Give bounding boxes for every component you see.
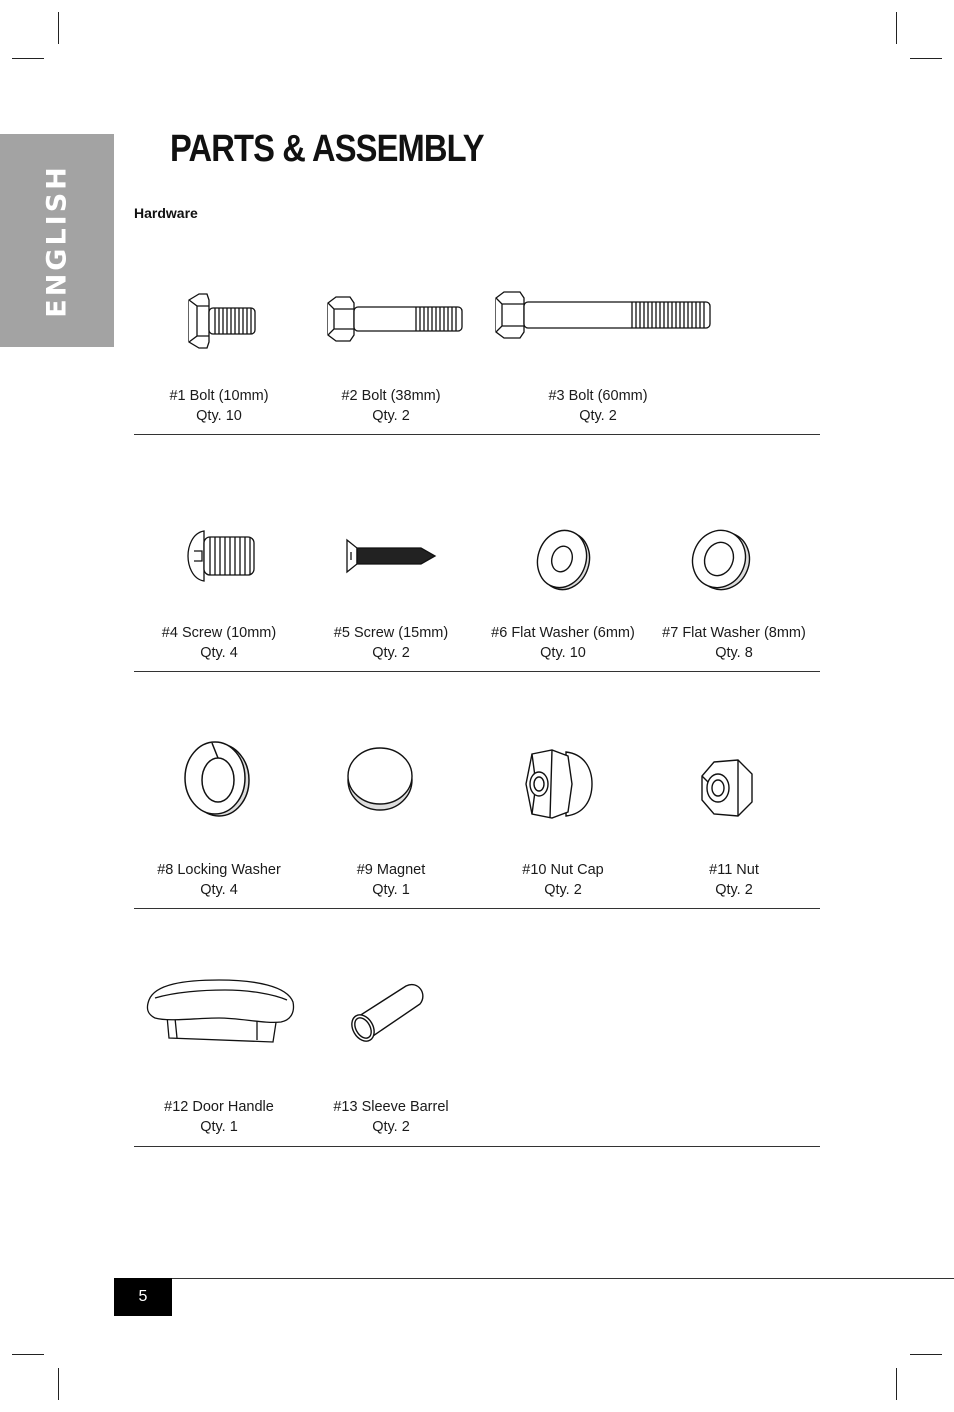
bolt-short-icon [185, 292, 260, 350]
part-name: #11 Nut [709, 862, 759, 878]
part-qty: Qty. 10 [196, 408, 242, 424]
door-handle-icon [145, 978, 295, 1046]
crop-mark [12, 1354, 44, 1355]
crop-mark [58, 12, 59, 44]
hex-nut-icon [698, 758, 756, 818]
part-qty: Qty. 2 [372, 408, 410, 424]
section-label: Hardware [134, 205, 198, 221]
bolt-medium-icon [324, 295, 466, 343]
part-qty: Qty. 2 [579, 408, 617, 424]
part-name: #3 Bolt (60mm) [548, 388, 648, 404]
crop-mark [910, 58, 942, 59]
crop-mark [896, 12, 897, 44]
crop-mark [896, 1368, 897, 1400]
part-qty: Qty. 2 [372, 645, 410, 661]
part-name: #12 Door Handle [164, 1099, 274, 1115]
part-qty: Qty. 4 [200, 645, 238, 661]
pan-head-screw-icon [188, 527, 258, 585]
row-divider [134, 434, 820, 435]
part-name: #1 Bolt (10mm) [169, 388, 269, 404]
part-qty: Qty. 8 [715, 645, 753, 661]
part-name: #4 Screw (10mm) [161, 625, 277, 641]
flat-head-screw-icon [345, 538, 437, 574]
crop-mark [58, 1368, 59, 1400]
language-tab [0, 134, 114, 347]
part-name: #7 Flat Washer (8mm) [662, 625, 806, 641]
part-qty: Qty. 2 [372, 1119, 410, 1135]
magnet-icon [344, 744, 416, 812]
flat-washer-icon [536, 528, 592, 592]
part-name: #2 Bolt (38mm) [341, 388, 441, 404]
crop-mark [910, 1354, 942, 1355]
part-qty: Qty. 1 [200, 1119, 238, 1135]
page-number: 5 [114, 1278, 172, 1316]
row-divider [134, 908, 820, 909]
part-qty: Qty. 2 [715, 882, 753, 898]
part-name: #9 Magnet [356, 862, 426, 878]
part-name: #10 Nut Cap [522, 862, 604, 878]
flat-washer-icon [690, 528, 750, 592]
part-name: #5 Screw (15mm) [333, 625, 449, 641]
cap-nut-icon [522, 746, 594, 822]
row-divider [134, 1146, 820, 1147]
sleeve-barrel-icon [348, 982, 428, 1046]
part-name: #8 Locking Washer [157, 862, 281, 878]
page-title: PARTS & ASSEMBLY [170, 128, 484, 170]
part-qty: Qty. 10 [540, 645, 586, 661]
part-qty: Qty. 4 [200, 882, 238, 898]
part-name: #13 Sleeve Barrel [333, 1099, 449, 1115]
row-divider [134, 671, 820, 672]
footer-line [114, 1278, 954, 1279]
bolt-long-icon [492, 290, 714, 340]
crop-mark [12, 58, 44, 59]
lock-washer-icon [182, 740, 252, 818]
part-name: #6 Flat Washer (6mm) [491, 625, 635, 641]
part-qty: Qty. 2 [544, 882, 582, 898]
part-qty: Qty. 1 [372, 882, 410, 898]
language-tab-label: ENGLISH [41, 163, 73, 318]
